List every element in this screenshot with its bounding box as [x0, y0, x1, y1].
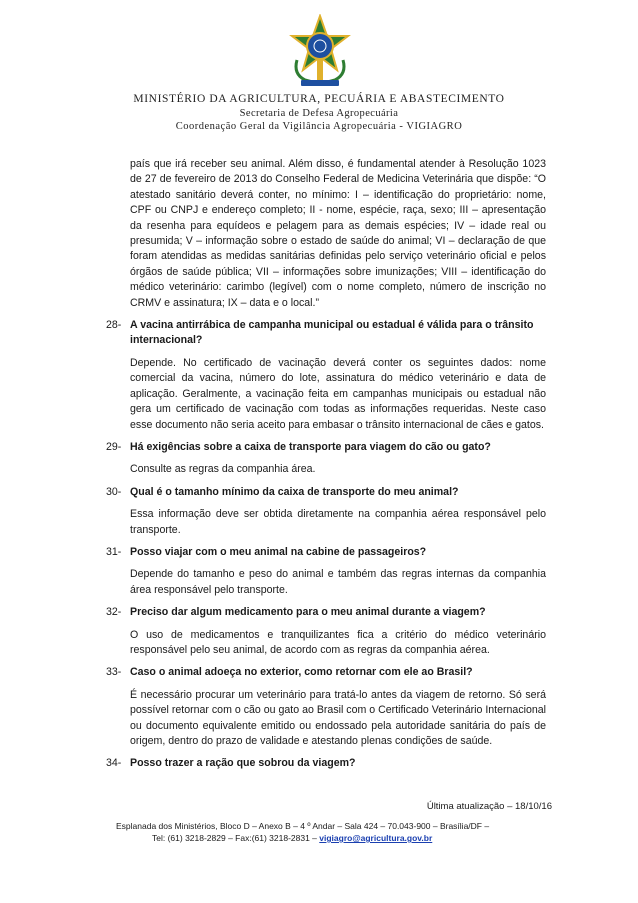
- question-text: Há exigências sobre a caixa de transporte para viagem do cão ou gato?: [130, 440, 491, 453]
- answer-33: É necessário procurar um veterinário para tratá-lo antes da viagem de retorno. Só será possível retornar com o cão ou gato ao Brasil com o Certificado Veterinário Internacional ou documento equivalente emitido ou endossado pela autoridade sanitária do país de origem, dentro do prazo de validade e atestando plenas condições de saúde.: [130, 688, 546, 747]
- question-number: 28-: [106, 319, 122, 332]
- question-number: 33-: [106, 666, 122, 679]
- question-text: A vacina antirrábica de campanha municipal ou estadual é válida para o trânsito internacional?: [130, 319, 534, 347]
- intro-paragraph: país que irá receber seu animal. Além disso, é fundamental atender à Resolução 1023 de 27 de fevereiro de 2013 do Conselho Federal de Medicina Veterinária que dispõe: “O atestado sanitário deverá conter, no mínimo: I – identificação do proprietário: nome, CPF ou CNPJ e endereço completo; II - nome, espécie, raça, sexo; III – apresentação da resenha para equídeos e pelagem para as demais espécies; IV – idade real ou presumida; V – informação sobre o estado de saúde do animal; VI – declaração de que foram atendidas as medidas sanitárias definidas pelo serviço veterinário oficial e pelos órgãos de saúde pública; VII – informações sobre imunizações; VIII – identificação do médico veterinário: carimbo (legível) com o nome completo, número de inscrição no CRMV e assinatura; IX – data e o local.”: [130, 158, 546, 309]
- question-number: 32-: [106, 606, 122, 619]
- question-number: 31-: [106, 545, 122, 558]
- footer-address-line: Esplanada dos Ministérios, Bloco D – Anexo B – 4 º Andar – Sala 424 – 70.043-900 – Brasília/DF –: [116, 821, 490, 831]
- ministry-title: MINISTÉRIO DA AGRICULTURA, PECUÁRIA E ABASTECIMENTO: [133, 93, 505, 105]
- question-number: 34-: [106, 757, 122, 770]
- question-text: Posso trazer a ração que sobrou da viagem?: [130, 757, 356, 770]
- answer-28: Depende. No certificado de vacinação deverá conter os seguintes dados: nome comercial da vacina, número do lote, assinatura do médico veterinário e data de aplicação. Geralmente, a vacinação feita em campanhas municipais ou estadual não gera um certificado de vacinação com todas as informações requeridas. Neste caso esse documento não seria aceito para embasar o trânsito internacional de cães e gatos.: [130, 356, 546, 431]
- question-32: [106, 605, 546, 620]
- answer-29: Consulte as regras da companhia área.: [130, 463, 316, 476]
- question-text: Caso o animal adoeça no exterior, como retornar com ele ao Brasil?: [130, 666, 473, 679]
- footer-contact-line: [116, 832, 489, 844]
- question-28: [106, 318, 546, 349]
- question-34: [106, 756, 546, 771]
- footer-phone-fax: Tel: (61) 3218-2829 – Fax:(61) 3218-2831 –: [152, 833, 320, 843]
- question-text: Qual é o tamanho mínimo da caixa de transporte do meu animal?: [130, 485, 459, 498]
- secretariat-title: Secretaria de Defesa Agropecuária: [239, 108, 399, 119]
- question-number: 29-: [106, 440, 122, 453]
- coordination-title: Coordenação Geral da Vigilância Agropecuária - VIGIAGRO: [175, 121, 463, 132]
- footer-address: [116, 820, 489, 844]
- question-29: [106, 440, 546, 455]
- question-text: Posso viajar com o meu animal na cabine de passageiros?: [130, 545, 427, 558]
- last-update-date: Última atualização – 18/10/16: [426, 801, 552, 812]
- answer-31: Depende do tamanho e peso do animal e também das regras internas da companhia área responsável pelo transporte.: [130, 568, 546, 596]
- coat-of-arms-icon: [289, 14, 351, 90]
- answer-30: Essa informação deve ser obtida diretamente na companhia aérea responsável pelo transporte.: [130, 508, 546, 536]
- question-30: [106, 485, 546, 500]
- footer-email-link[interactable]: vigiagro@agricultura.gov.br: [319, 833, 433, 843]
- answer-32: O uso de medicamentos e tranquilizantes fica a critério do médico veterinário responsável pelo seu animal, de acordo com as regras da companhia aérea.: [130, 628, 546, 656]
- document-body: [106, 157, 546, 779]
- question-text: Preciso dar algum medicamento para o meu animal durante a viagem?: [130, 606, 486, 619]
- question-33: [106, 665, 546, 680]
- question-31: [106, 545, 546, 560]
- question-number: 30-: [106, 485, 122, 498]
